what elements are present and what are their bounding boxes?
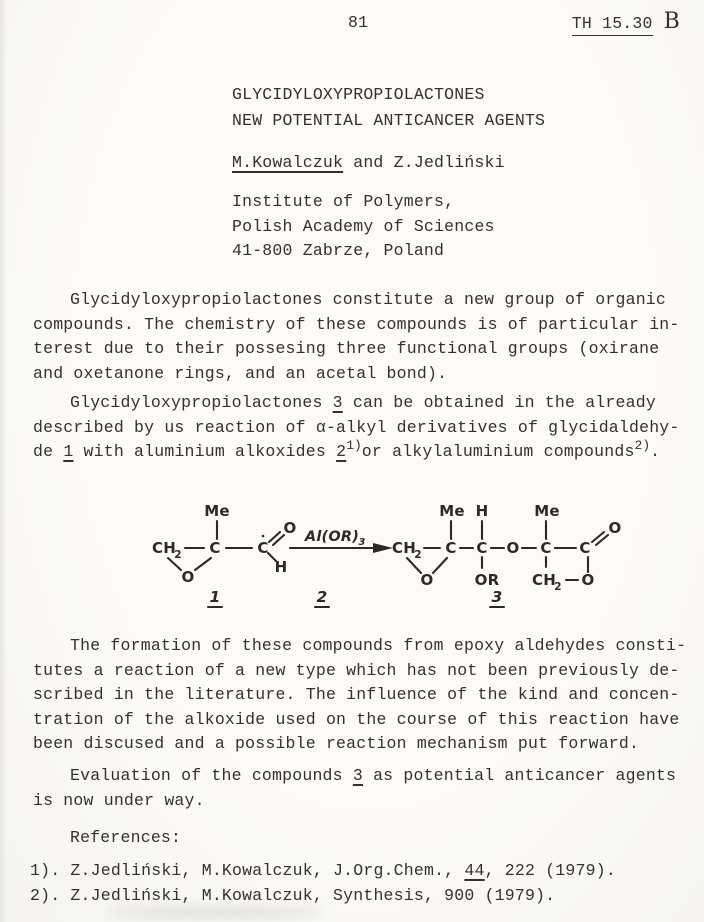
text-line: Institute of Polymers, xyxy=(232,192,455,211)
atom-me: Me xyxy=(204,502,230,520)
atom-me-2: Me xyxy=(534,502,560,520)
text-segment: Glycidyloxypropiolactones xyxy=(70,393,333,412)
text-segment: 3 xyxy=(352,766,363,785)
session-letter: B xyxy=(663,9,680,34)
compound-2-label: 2 xyxy=(316,588,328,606)
scan-edge-shadow xyxy=(0,0,7,922)
session-header xyxy=(572,9,680,36)
text-line: terest due to their possesing three functional groups (oxirane xyxy=(33,339,660,358)
atom-ch2-sub: 2 xyxy=(414,549,422,561)
atom-c-ring: C xyxy=(209,539,221,557)
text-line: described by us reaction of α-alkyl derivatives of glycidaldehy- xyxy=(33,417,680,437)
authors-line xyxy=(232,153,505,172)
text-line: scribed in the literature. The influence of the kind and concen- xyxy=(33,685,680,704)
atom-ch2: CH xyxy=(392,539,416,557)
title-line-1: GLYCIDYLOXYPROPIOLACTONES xyxy=(232,85,485,104)
atom-ch2b-sub: 2 xyxy=(554,581,562,593)
text-segment: with aluminium alkoxides xyxy=(73,442,337,461)
atom-o-acetal: O xyxy=(506,539,520,557)
atom-c-1: C xyxy=(445,539,457,557)
affiliation xyxy=(232,190,495,264)
references-heading: References: xyxy=(70,828,182,847)
text-line xyxy=(33,440,697,466)
reaction-scheme xyxy=(140,495,670,617)
bond xyxy=(195,558,211,570)
text-line: and oxetanone rings, and an acetal bond). xyxy=(33,363,448,383)
text-segment: 1) xyxy=(346,438,362,453)
text-segment: 2 xyxy=(336,442,347,461)
scan-dot xyxy=(262,535,265,538)
text-segment: 1). Z.Jedliński, M.Kowalczuk, J.Org.Chem., xyxy=(30,861,465,880)
authors-connector: and xyxy=(343,153,394,172)
text-line: is now under way. xyxy=(33,790,205,810)
atom-ch2-sub: 2 xyxy=(174,549,182,561)
text-line xyxy=(30,859,616,884)
atom-o-epoxide: O xyxy=(181,568,195,586)
text-line: The formation of these compounds from epoxy aldehydes consti- xyxy=(70,636,687,655)
text-segment: , 222 (1979). xyxy=(484,861,616,880)
atom-h: H xyxy=(475,502,489,520)
paragraph-2 xyxy=(33,391,697,466)
text-line: tutes a reaction of a new type which has not been previously de- xyxy=(33,660,680,680)
atom-o-lactone: O xyxy=(581,571,595,589)
text-segment: 44 xyxy=(464,861,485,880)
text-segment: 2) xyxy=(634,438,651,453)
text-segment: 1 xyxy=(63,442,74,461)
atom-ch2b: CH xyxy=(532,571,556,589)
author-jedlinski: Z.Jedliński xyxy=(393,153,505,172)
text-line: 41-800 Zabrze, Poland xyxy=(232,241,445,261)
arrowhead xyxy=(373,543,393,553)
references-list xyxy=(30,859,616,908)
text-segment: or alkylaluminium compounds xyxy=(361,442,635,461)
compound-3-label: 3 xyxy=(491,588,503,606)
text-line: Glycidyloxypropiolactones constitute a new group of organic xyxy=(70,290,666,309)
paragraph-3 xyxy=(33,634,697,757)
atom-h-aldehyde: H xyxy=(274,558,288,576)
title-line-2: NEW POTENTIAL ANTICANCER AGENTS xyxy=(232,110,546,130)
text-segment: Evaluation of the compounds xyxy=(70,766,353,785)
paragraph-4 xyxy=(33,764,697,813)
bond xyxy=(433,558,447,573)
text-line: 2). Z.Jedliński, M.Kowalczuk, Synthesis, 900 (1979). xyxy=(30,885,556,905)
text-line xyxy=(33,391,697,416)
atom-o-epoxide: O xyxy=(420,571,434,589)
atom-c-aldehyde: C xyxy=(257,539,269,557)
text-segment: can be obtained in the already xyxy=(342,393,656,412)
text-segment: . xyxy=(650,442,661,461)
text-segment: as potential anticancer agents xyxy=(362,766,677,785)
text-line xyxy=(33,764,697,789)
page-number: 81 xyxy=(348,13,369,32)
compound-1-label: 1 xyxy=(209,588,221,606)
text-segment: 3 xyxy=(332,393,343,412)
atom-o-carbonyl: O xyxy=(283,519,297,537)
atom-c-4: C xyxy=(579,539,591,557)
group-or: OR xyxy=(474,571,500,589)
text-line: been discused and a possible reaction mechanism put forward. xyxy=(33,734,640,753)
author-kowalczuk: M.Kowalczuk xyxy=(232,153,344,172)
text-segment: de xyxy=(33,442,64,461)
atom-o-carbonyl: O xyxy=(608,519,622,537)
text-line: tration of the alkoxide used on the course of this reaction have xyxy=(33,709,680,729)
session-code: TH 15.30 xyxy=(572,14,653,36)
atom-c-2: C xyxy=(476,539,488,557)
atom-c-3: C xyxy=(540,539,552,557)
reagent-label: Al(OR) xyxy=(304,529,360,545)
text-line: Polish Academy of Sciences xyxy=(232,216,495,236)
paper-title xyxy=(232,82,545,133)
text-line: compounds. The chemistry of these compounds is of particular in- xyxy=(33,314,680,334)
reagent-sub: 3 xyxy=(358,537,366,548)
atom-me-1: Me xyxy=(439,502,465,520)
paragraph-1 xyxy=(33,288,697,386)
atom-ch2: CH xyxy=(152,539,176,557)
